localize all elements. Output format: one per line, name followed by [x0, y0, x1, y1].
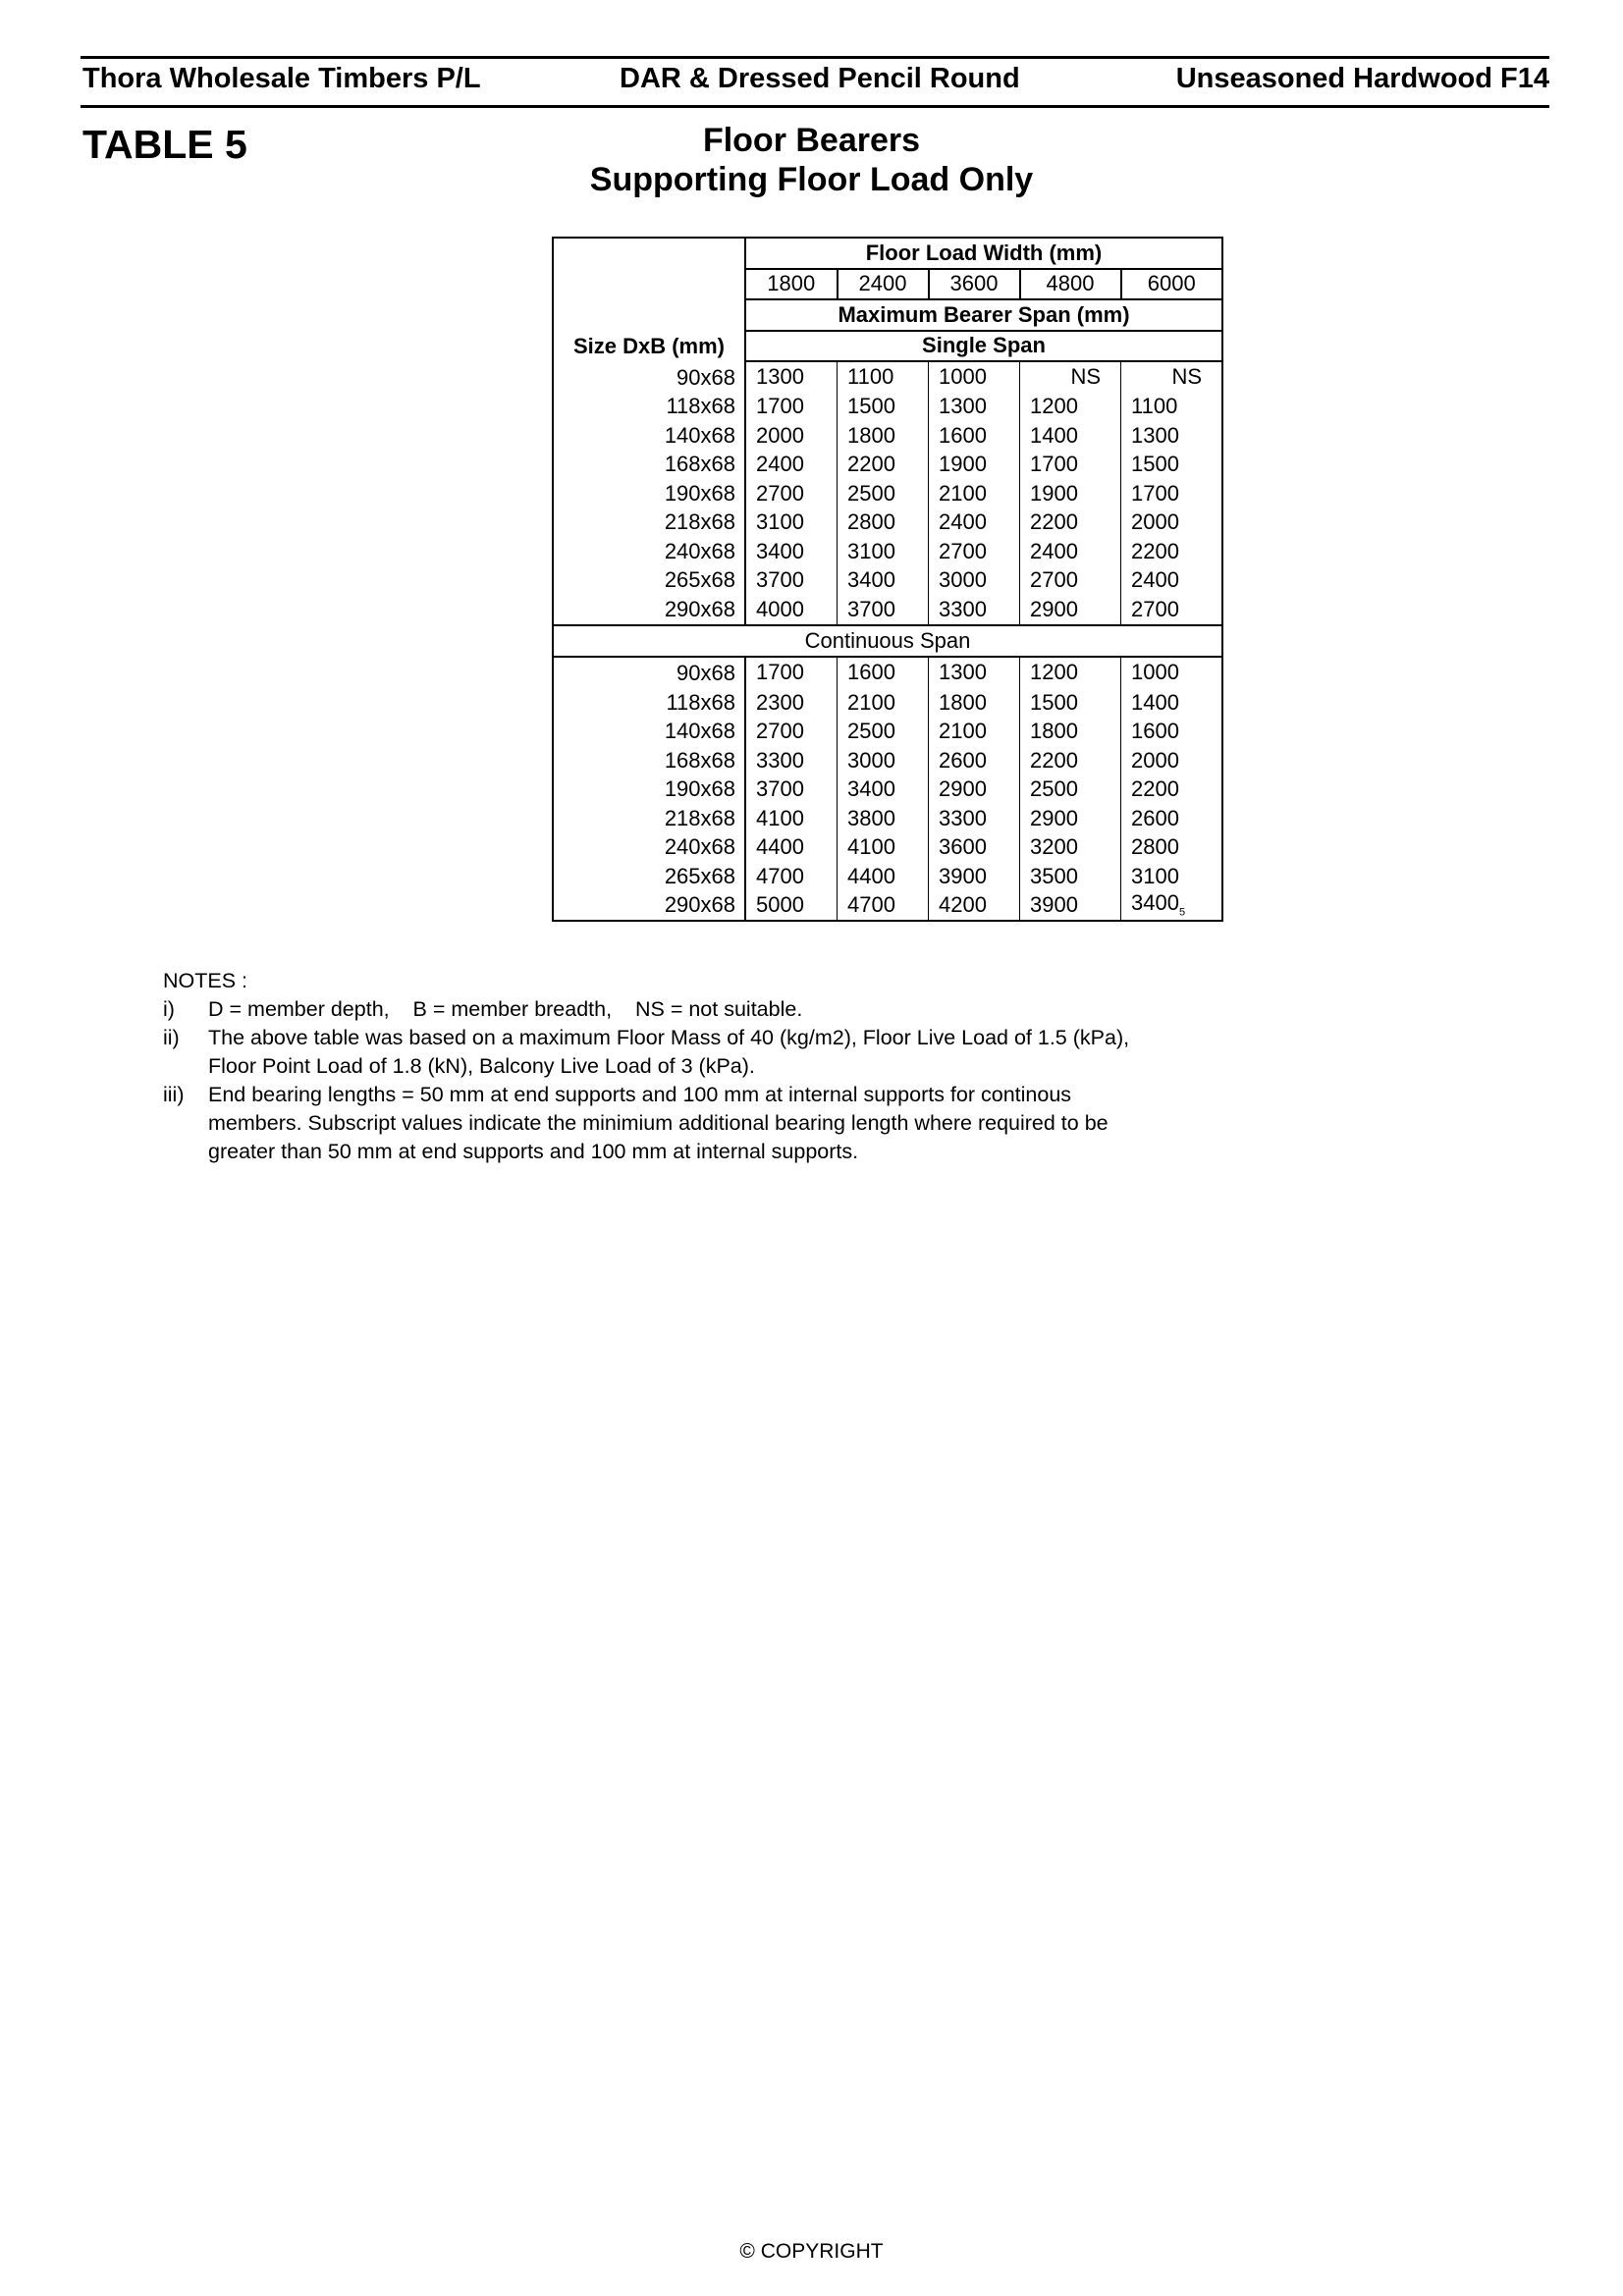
note-text: End bearing lengths = 50 mm at end supports and 100 mm at internal supports for continous members. Subscript values indicate the minimium additional bearing length where required to be greater than 50 mm at end supports and 100 mm at internal supports. — [208, 1083, 1114, 1163]
table-row — [553, 862, 1222, 891]
span-value-text: 1700 — [756, 394, 804, 419]
span-value — [1121, 718, 1223, 747]
page-title: Floor Bearers — [702, 122, 921, 159]
span-value-text: 3900 — [939, 863, 987, 888]
span-value — [1121, 862, 1223, 891]
span-value — [838, 804, 929, 833]
row-size: 218x68 — [553, 508, 745, 538]
span-value — [838, 688, 929, 718]
span-value — [1020, 361, 1121, 393]
span-value — [838, 718, 929, 747]
span-value — [1121, 393, 1223, 422]
span-value-text: 2300 — [756, 689, 804, 715]
span-value — [1020, 718, 1121, 747]
page-subtitle: Supporting Floor Load Only — [589, 161, 1034, 198]
span-value — [838, 862, 929, 891]
span-value — [929, 361, 1020, 393]
span-value-text: 4400 — [847, 863, 895, 888]
span-value-text: 1200 — [1030, 394, 1078, 419]
span-value — [1121, 891, 1223, 922]
span-value-text: 1900 — [1030, 480, 1078, 506]
span-value — [745, 718, 838, 747]
width-header-4800: 4800 — [1020, 269, 1121, 300]
note-text: The above table was based on a maximum Floor Mass of 40 (kg/m2), Floor Live Load of 1.5 (kPa), Floor Point Load of 1.8 (kN), Balcony Live Load of 3 (kPa). — [208, 1026, 1136, 1078]
span-value-text: 2900 — [1030, 596, 1078, 621]
span-value — [745, 833, 838, 863]
span-value — [838, 508, 929, 538]
span-value — [1020, 451, 1121, 480]
span-value — [929, 479, 1020, 508]
span-value — [1020, 393, 1121, 422]
span-value — [1020, 833, 1121, 863]
header-top-rule — [81, 56, 1549, 59]
row-size: 168x68 — [553, 451, 745, 480]
span-value-text: 3300 — [939, 596, 987, 621]
span-value — [838, 657, 929, 689]
span-value — [1020, 862, 1121, 891]
span-value-text: NS — [1070, 364, 1101, 390]
span-value — [745, 537, 838, 566]
span-value — [929, 421, 1020, 451]
span-value-text: 3100 — [756, 509, 804, 535]
span-value-text: 1600 — [1131, 719, 1179, 744]
span-value-text: 3200 — [1030, 834, 1078, 860]
span-value-text: 1100 — [1131, 394, 1178, 419]
single-span-header: Single Span — [745, 331, 1222, 362]
span-value — [929, 891, 1020, 922]
table-row — [553, 833, 1222, 863]
span-value-text: 4200 — [939, 892, 987, 918]
span-value-text: 2100 — [939, 480, 987, 506]
row-size: 118x68 — [553, 393, 745, 422]
row-size: 190x68 — [553, 775, 745, 805]
table-row — [553, 891, 1222, 922]
span-value — [838, 537, 929, 566]
span-value — [929, 566, 1020, 596]
header-bottom-rule — [81, 105, 1549, 108]
row-size: 140x68 — [553, 421, 745, 451]
span-value — [1020, 775, 1121, 805]
span-value-text: 4100 — [847, 834, 895, 860]
span-value-text: 5000 — [756, 892, 804, 918]
note-item — [163, 1081, 1164, 1166]
span-value — [1020, 891, 1121, 922]
span-value-text: 1400 — [1030, 422, 1078, 448]
span-value — [745, 804, 838, 833]
span-value-text: 2100 — [939, 719, 987, 744]
span-value — [838, 891, 929, 922]
span-value-text: 1700 — [1131, 480, 1179, 506]
span-value — [745, 421, 838, 451]
span-value — [1121, 537, 1223, 566]
span-value-text: 2200 — [1131, 776, 1179, 802]
row-size: 90x68 — [553, 361, 745, 393]
table-row — [553, 537, 1222, 566]
span-value — [1020, 479, 1121, 508]
span-value-text: 2000 — [756, 422, 804, 448]
span-value-text: 3400 — [1131, 890, 1179, 916]
span-value — [745, 361, 838, 393]
span-value — [745, 775, 838, 805]
span-value — [745, 393, 838, 422]
width-header-1800: 1800 — [745, 269, 838, 300]
span-value-text: 2200 — [1030, 509, 1078, 535]
span-value — [1020, 746, 1121, 775]
span-value-text: 2200 — [1030, 747, 1078, 773]
span-value — [838, 566, 929, 596]
span-value — [929, 862, 1020, 891]
span-value — [1020, 657, 1121, 689]
span-value-text: 2000 — [1131, 747, 1179, 773]
span-value — [1121, 775, 1223, 805]
row-size: 265x68 — [553, 566, 745, 596]
span-value — [1121, 746, 1223, 775]
note-text: D = member depth, B = member breadth, NS = not suitable. — [208, 997, 803, 1021]
span-value-text: NS — [1171, 364, 1202, 390]
span-value — [745, 508, 838, 538]
span-value — [838, 421, 929, 451]
span-value-text: 3100 — [847, 538, 895, 563]
span-value-text: 3000 — [939, 567, 987, 593]
span-value — [929, 804, 1020, 833]
width-header-6000: 6000 — [1121, 269, 1223, 300]
floor-load-width-header: Floor Load Width (mm) — [745, 238, 1222, 269]
span-value-text: 2500 — [847, 719, 895, 744]
span-value — [838, 479, 929, 508]
table-row — [553, 451, 1222, 480]
table-row — [553, 508, 1222, 538]
company-name: Thora Wholesale Timbers P/L — [82, 63, 481, 94]
span-value — [929, 657, 1020, 689]
note-number: ii) — [163, 1026, 180, 1049]
row-size: 140x68 — [553, 718, 745, 747]
span-value-text: 1500 — [1030, 689, 1078, 715]
notes — [163, 967, 1164, 1166]
span-value-text: 2200 — [847, 452, 895, 477]
product-name: DAR & Dressed Pencil Round — [620, 63, 1020, 94]
span-value — [929, 537, 1020, 566]
span-value-text: 3100 — [1131, 863, 1179, 888]
span-value-text: 1500 — [847, 394, 895, 419]
span-value — [1121, 595, 1223, 625]
note-item — [163, 1024, 1164, 1081]
span-value — [1121, 508, 1223, 538]
size-header-label: Size DxB (mm) — [572, 334, 726, 358]
span-value-text: 3800 — [847, 805, 895, 830]
span-value-text: 1300 — [1131, 422, 1179, 448]
span-value — [1121, 451, 1223, 480]
span-value — [745, 862, 838, 891]
span-value-text: 2500 — [1030, 776, 1078, 802]
span-value — [1121, 421, 1223, 451]
continuous-span-header: Continuous Span — [553, 625, 1222, 657]
note-number: i) — [163, 997, 175, 1021]
span-value — [838, 775, 929, 805]
table-row — [553, 421, 1222, 451]
span-value — [745, 595, 838, 625]
max-span-header: Maximum Bearer Span (mm) — [745, 299, 1222, 331]
span-value-text: 2800 — [1131, 834, 1179, 860]
row-size: 240x68 — [553, 537, 745, 566]
table-row — [553, 393, 1222, 422]
span-value-text: 2400 — [1030, 538, 1078, 563]
timber-grade: Unseasoned Hardwood F14 — [1175, 63, 1549, 94]
table-row — [553, 775, 1222, 805]
span-value-text: 3400 — [847, 567, 895, 593]
span-value — [838, 393, 929, 422]
row-size: 290x68 — [553, 891, 745, 922]
span-value — [1121, 804, 1223, 833]
span-value-text: 3300 — [939, 805, 987, 830]
span-value — [745, 479, 838, 508]
span-value — [1020, 508, 1121, 538]
span-value — [929, 508, 1020, 538]
bearer-span-table — [552, 237, 1223, 922]
row-size: 190x68 — [553, 479, 745, 508]
span-value-text: 3400 — [756, 538, 804, 563]
span-value-text: 4400 — [756, 834, 804, 860]
span-value-text: 1300 — [939, 660, 987, 685]
span-value-text: 1800 — [847, 422, 895, 448]
span-value-text: 2200 — [1131, 538, 1179, 563]
table-row — [553, 746, 1222, 775]
span-value — [929, 833, 1020, 863]
span-value — [1020, 804, 1121, 833]
span-value — [1020, 688, 1121, 718]
row-size: 168x68 — [553, 746, 745, 775]
span-value — [745, 657, 838, 689]
span-value — [1121, 361, 1223, 393]
span-value — [745, 566, 838, 596]
span-value-text: 2900 — [1030, 805, 1078, 830]
span-value-text: 2700 — [1030, 567, 1078, 593]
span-value-text: 2100 — [847, 689, 895, 715]
span-value — [745, 891, 838, 922]
width-header-3600: 3600 — [929, 269, 1020, 300]
notes-list — [163, 995, 1164, 1166]
span-value — [1121, 479, 1223, 508]
span-value-text: 2800 — [847, 509, 895, 535]
span-value-text: 1800 — [939, 689, 987, 715]
note-item — [163, 995, 1164, 1024]
span-value — [1020, 537, 1121, 566]
span-value — [929, 746, 1020, 775]
span-value — [1121, 833, 1223, 863]
span-value-text: 3300 — [756, 747, 804, 773]
span-value — [1121, 566, 1223, 596]
span-value-text: 1700 — [756, 660, 804, 685]
span-value — [929, 393, 1020, 422]
row-size: 240x68 — [553, 833, 745, 863]
span-value-text: 1600 — [847, 660, 895, 685]
span-value-text: 4100 — [756, 805, 804, 830]
row-size: 290x68 — [553, 595, 745, 625]
table-row — [553, 718, 1222, 747]
span-value-text: 3700 — [847, 596, 895, 621]
span-value-text: 4700 — [756, 863, 804, 888]
span-value-text: 3400 — [847, 776, 895, 802]
span-value-text: 2700 — [1131, 596, 1179, 621]
width-header-2400: 2400 — [838, 269, 929, 300]
span-value-text: 1300 — [939, 394, 987, 419]
span-value-text: 1800 — [1030, 719, 1078, 744]
span-value — [1121, 657, 1223, 689]
span-value-text: 4000 — [756, 596, 804, 621]
span-value — [929, 775, 1020, 805]
bearing-subscript: 5 — [1178, 906, 1186, 919]
span-value — [1020, 421, 1121, 451]
span-value-text: 3500 — [1030, 863, 1078, 888]
span-value — [929, 595, 1020, 625]
span-value — [929, 451, 1020, 480]
span-value-text: 1000 — [1131, 660, 1179, 685]
span-value — [745, 688, 838, 718]
span-value-text: 1900 — [939, 452, 987, 477]
table-row — [553, 804, 1222, 833]
span-value-text: 2000 — [1131, 509, 1179, 535]
span-value-text: 2400 — [756, 452, 804, 477]
span-value-text: 4700 — [847, 892, 895, 918]
span-value — [838, 833, 929, 863]
size-header — [553, 238, 745, 361]
span-value — [1020, 566, 1121, 596]
span-value-text: 1500 — [1131, 452, 1179, 477]
span-value-text: 1000 — [939, 364, 987, 390]
span-value-text: 1700 — [1030, 452, 1078, 477]
span-value-text: 2700 — [939, 538, 987, 563]
span-value-text: 3600 — [939, 834, 987, 860]
span-value-text: 2700 — [756, 719, 804, 744]
span-value-text: 2400 — [1131, 567, 1179, 593]
span-value — [929, 718, 1020, 747]
span-value — [838, 595, 929, 625]
table-row — [553, 479, 1222, 508]
span-value — [838, 746, 929, 775]
span-value-text: 3900 — [1030, 892, 1078, 918]
row-size: 265x68 — [553, 862, 745, 891]
table-row — [553, 595, 1222, 625]
span-value-text: 3000 — [847, 747, 895, 773]
span-value-text: 1600 — [939, 422, 987, 448]
row-size: 218x68 — [553, 804, 745, 833]
span-value — [838, 451, 929, 480]
span-value-text: 3700 — [756, 567, 804, 593]
span-value-text: 1200 — [1030, 660, 1078, 685]
span-value-text: 2400 — [939, 509, 987, 535]
row-size: 118x68 — [553, 688, 745, 718]
span-value — [1020, 595, 1121, 625]
span-value-text: 2600 — [939, 747, 987, 773]
copyright: © COPYRIGHT — [739, 2240, 884, 2263]
notes-heading: NOTES : — [163, 969, 248, 992]
span-value-text: 1300 — [756, 364, 804, 390]
span-value-text: 2500 — [847, 480, 895, 506]
row-size: 90x68 — [553, 657, 745, 689]
span-value — [929, 688, 1020, 718]
span-value-text: 2900 — [939, 776, 987, 802]
note-number: iii) — [163, 1083, 185, 1106]
span-value-text: 1100 — [847, 364, 894, 390]
span-value-text: 1400 — [1131, 689, 1179, 715]
span-value — [745, 451, 838, 480]
table-label: TABLE 5 — [82, 122, 247, 167]
table-row — [553, 566, 1222, 596]
table-row — [553, 361, 1222, 393]
span-value — [838, 361, 929, 393]
span-value-text: 3700 — [756, 776, 804, 802]
table-row — [553, 657, 1222, 689]
span-value-text: 2600 — [1131, 805, 1179, 830]
table-row — [553, 688, 1222, 718]
span-value — [745, 746, 838, 775]
span-value — [1121, 688, 1223, 718]
span-value-text: 2700 — [756, 480, 804, 506]
